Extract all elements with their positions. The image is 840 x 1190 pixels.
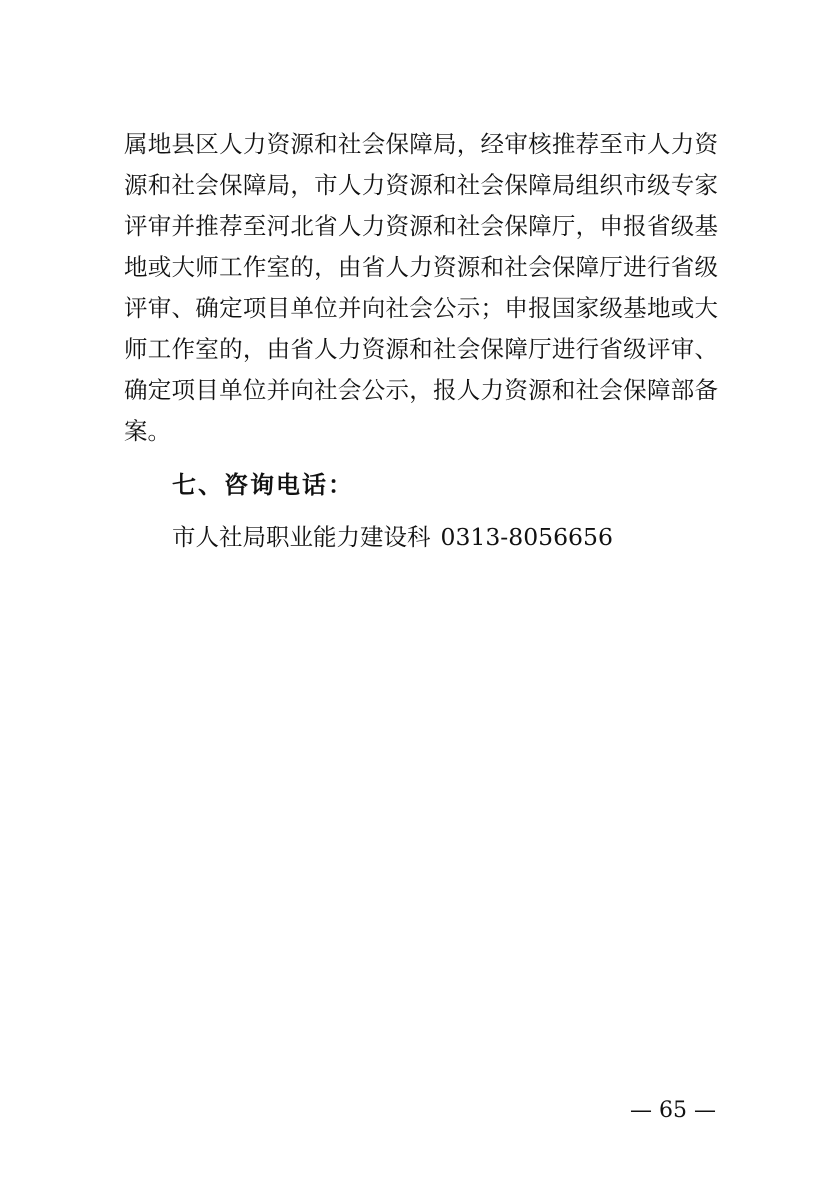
contact-phone: 0313-8056656 [440,523,613,551]
paragraph-line: 案。 [124,417,171,445]
contact-line [172,517,613,557]
paragraph-line: 评审、确定项目单位并向社会公示；申报国家级基地或大 [124,294,718,322]
paragraph-line: 评审并推荐至河北省人力资源和社会保障厅，申报省级基 [124,212,718,240]
body-paragraph [124,124,718,452]
section-heading: 七、咨询电话： [172,471,354,499]
paragraph-line: 属地县区人力资源和社会保障局，经审核推荐至市人力资 [124,130,718,158]
contact-org: 市人社局职业能力建设科 [172,523,431,551]
paragraph-line: 师工作室的，由省人力资源和社会保障厅进行省级评审、 [124,335,718,363]
paragraph-line: 确定项目单位并向社会公示，报人力资源和社会保障部备 [124,376,718,404]
paragraph-line: 源和社会保障局，市人力资源和社会保障局组织市级专家 [124,171,718,199]
paragraph-line: 地或大师工作室的，由省人力资源和社会保障厅进行省级 [124,253,718,281]
page-number: — 65 — [630,1098,716,1123]
